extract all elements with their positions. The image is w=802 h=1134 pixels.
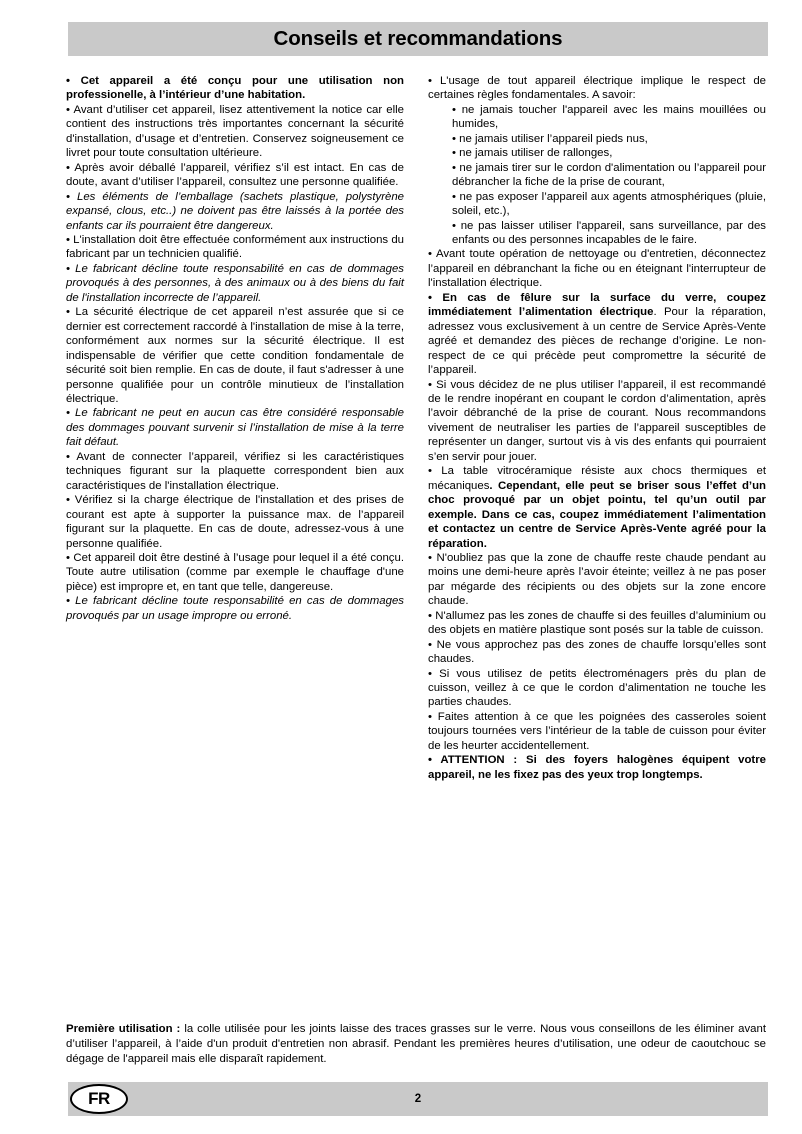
left-column xyxy=(66,74,404,623)
body-paragraph xyxy=(428,291,766,378)
body-paragraph xyxy=(428,464,766,551)
body-paragraph: • Cet appareil doit être destiné à l’usage pour lequel il a été conçu. Toute autre utilisation (comme par exemple le chauffage d'une pièce) est impropre et, en tant que telle, dangereuse. xyxy=(66,551,404,593)
locale-badge: FR xyxy=(70,1084,128,1114)
body-paragraph: • N'allumez pas les zones de chauffe si des feuilles d’aluminium ou des objets en matière plastique sont posés sur la table de cuisson. xyxy=(428,609,766,637)
paragraph-bold-tail: . Cependant, elle peut se briser sous l’effet d’un choc provoqué par un objet pointu, tel qu’un outil par exemple. Dans ce cas, coupez immédiatement l’alimentation et contactez un centre de Service Après-Vente agréé pour la réparation. xyxy=(428,479,766,550)
body-paragraph: • ne jamais utiliser l’appareil pieds nus, xyxy=(452,132,648,145)
body-paragraph: • La sécurité électrique de cet appareil n’est assurée que si ce dernier est correctement raccordé à l'installation de mise à la terre, conformément aux normes sur la sécurité électrique. Il est indispensable de vérifier que cette condition fondamentale de sécurité soit bien remplie. En cas de doute, il faut s'adresser à une personne qualifiée pour un contrôle minutieux de l’installation électrique. xyxy=(66,306,404,405)
body-paragraph: • Le fabricant décline toute responsabilité en cas de dommages provoqués par un usage impropre ou erroné. xyxy=(66,595,404,622)
body-paragraph: • Après avoir déballé l’appareil, vérifiez s’il est intact. En cas de doute, avant d’utiliser l’appareil, consultez une personne qualifiée. xyxy=(66,161,404,189)
body-paragraph: • ATTENTION : Si des foyers halogènes équipent votre appareil, ne les fixez pas des yeux trop longtemps. xyxy=(428,754,766,781)
body-paragraph: • Avant d’utiliser cet appareil, lisez attentivement la notice car elle contient des instructions très importantes concernant la sécurité d'installation, d’usage et d’entretien. Conservez soigneusement ce livret pour toute consultation ultérieure. xyxy=(66,103,404,160)
paragraph-text: • La table vitrocéramique résiste aux chocs thermiques et mécaniques xyxy=(428,465,766,492)
body-paragraph: • Ne vous approchez pas des zones de chauffe lorsqu’elles sont chaudes. xyxy=(428,638,766,666)
body-paragraph: • ne jamais toucher l'appareil avec les mains mouillées ou humides, xyxy=(452,103,766,131)
right-column xyxy=(428,74,766,782)
body-paragraph: • ne pas laisser utiliser l'appareil, sans surveillance, par des enfants ou des personnes incapables de le faire. xyxy=(452,219,766,246)
first-use-note-text: la colle utilisée pour les joints laisse des traces grasses sur le verre. Nous vous conseillons de les éliminer avant d’utiliser l’appareil, à l’aide d'un produit d'entretien non abrasif. Pendant les premières heures d’utilisation, une odeur de caoutchouc se dégage de l'appareil mais elle disparaît rapidement. xyxy=(66,1023,766,1066)
body-paragraph: • Si vous décidez de ne plus utiliser l’appareil, il est recommandé de le rendre inopérant en coupant le cordon d’alimentation, après l’avoir débranché de la prise de courant. Nous recommandons vivement de neutraliser les parties de l’appareil susceptibles de représenter un danger, surtout vis à vis des enfants qui pourraient s’en servir pour jouer. xyxy=(428,378,766,463)
first-use-note xyxy=(66,1022,766,1068)
body-paragraph: • L'usage de tout appareil électrique implique le respect de certaines règles fondamentales. A savoir: xyxy=(428,75,766,102)
paragraph-text: . Pour la réparation, adressez vous exclusivement à un centre de Service Après-Vente agréé et demandez des pièces de rechange d’origine. Le non-respect de ce qui précède peut compromettre la sécurité de l’appareil. xyxy=(428,306,766,377)
body-paragraph: • L'installation doit être effectuée conformément aux instructions du fabricant par un technicien qualifié. xyxy=(66,233,404,261)
body-paragraph: • Le fabricant décline toute responsabilité en cas de dommages provoqués à des personnes, à des animaux ou à des biens du fait de l'installation incorrecte de l’appareil. xyxy=(66,262,404,304)
body-paragraph: • ne pas exposer l’appareil aux agents atmosphériques (pluie, soleil, etc.), xyxy=(452,190,766,218)
body-paragraph: • Avant de connecter l’appareil, vérifiez si les caractéristiques techniques figurant sur la plaquette correspondent bien aux caractéristiques de l'installation électrique. xyxy=(66,450,404,492)
body-paragraph: • N'oubliez pas que la zone de chauffe reste chaude pendant au moins une demi-heure après l’avoir éteinte; veillez à ne pas poser par mégarde des récipients ou des objets sur la zone encore chaude. xyxy=(428,551,766,608)
body-paragraph: • Si vous utilisez de petits électroménagers près du plan de cuisson, veillez à ce que le cordon d’alimentation ne touche les parties chaudes. xyxy=(428,667,766,709)
body-paragraph: • Le fabricant ne peut en aucun cas être considéré responsable des dommages pouvant survenir si l’installation de mise à la terre fait défaut. xyxy=(66,407,404,449)
body-paragraph: • ne jamais utiliser de rallonges, xyxy=(452,147,613,160)
body-paragraph: • Les éléments de l’emballage (sachets plastique, polystyrène expansé, clous, etc..) ne doivent pas être laissés à la portée des enfants car ils pourraient être dangereux. xyxy=(66,190,404,232)
body-paragraph: • Cet appareil a été conçu pour une utilisation non professionelle, à l’intérieur d’une habitation. xyxy=(66,75,404,102)
first-use-note-label: Première utilisation : xyxy=(66,1023,181,1035)
paragraph-bold-lead: • En cas de fêlure sur la surface du verre, coupez immédiatement l’alimentation électrique xyxy=(428,291,766,319)
body-paragraph: • Avant toute opération de nettoyage ou d'entretien, déconnectez l’appareil en débranchant la fiche ou en éteignant l'interrupteur de l'installation électrique. xyxy=(428,248,766,290)
page-title: Conseils et recommandations xyxy=(273,27,563,50)
page-number: 2 xyxy=(414,1093,422,1105)
body-paragraph: • Vérifiez si la charge électrique de l'installation et des prises de courant est apte à supporter la puissance max. de l’appareil figurant sur la plaquette. En cas de doute, adressez-vous à une personne qualifiée. xyxy=(66,494,404,550)
body-paragraph: • ne jamais tirer sur le cordon d'alimentation ou l’appareil pour débrancher la fiche de la prise de courant, xyxy=(452,161,766,189)
body-paragraph: • Faites attention à ce que les poignées des casseroles soient toujours tournées vers l’intérieur de la table de cuisson pour éviter de les heurter accidentellement. xyxy=(428,710,766,752)
